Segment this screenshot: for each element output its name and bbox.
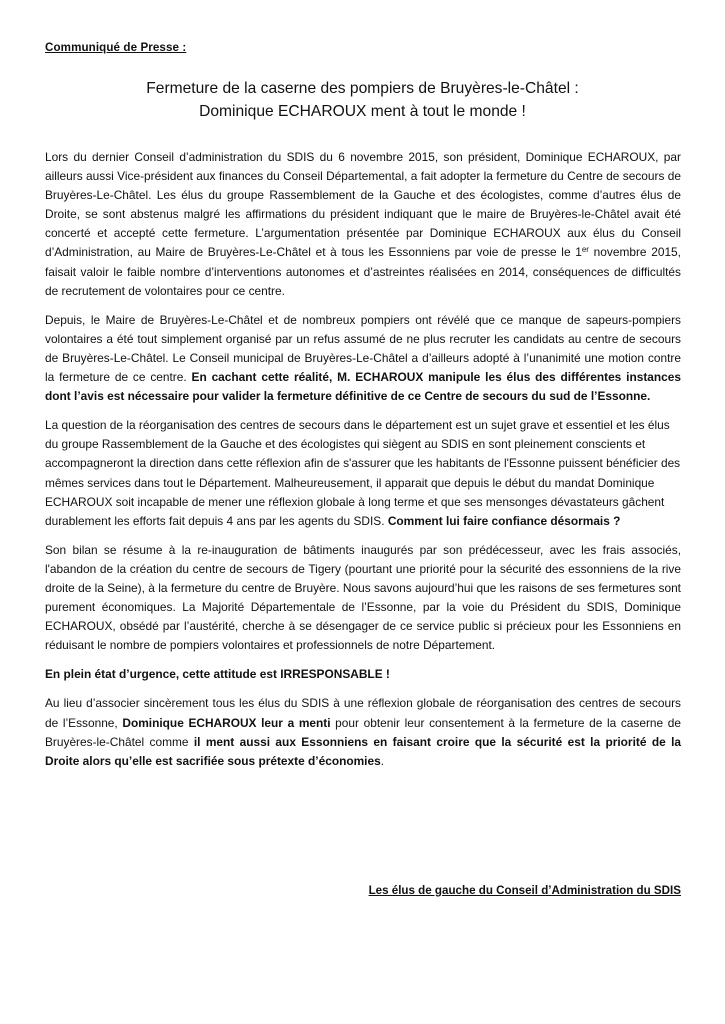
paragraph-2-bold: En cachant cette réalité, M. ECHAROUX manipule les élus des différentes instances dont l’avis est nécessaire pour valider la fermeture définitive de ce Centre de secours du sud de l’Essonne. [45,370,681,404]
paragraph-1 [45,148,681,301]
paragraph-3-text: La question de la réorganisation des centres de secours dans le département est un sujet grave et essentiel et les élus du groupe Rassemblement de la Gauche et des écologistes qui siègent au SDIS en sont pleinement conscients et accompagneront la direction dans cette réflexion afin de s'assurer que les habitants de l'Essonne puissent bénéficier des mêmes services dans tout le Département. Malheureusement, il apparait que depuis le début du mandat Dominique ECHAROUX soit incapable de mener une réflexion globale à long terme et que ses mensonges dévastateurs gâchent durablement les efforts fait depuis 4 ans par les agents du SDIS. [45,418,681,528]
paragraph-5 [45,665,681,684]
paragraph-6-text-d: . [380,753,385,768]
paragraph-6-bold-2: il ment aussi aux Essonniens en faisant croire que la sécurité est la priorité de la Droite alors qu’elle est sacrifiée sous prétexte d’économies [45,734,681,768]
paragraph-1-text-b: novembre 2015, faisait valoir le faible nombre d’interventions autonomes et d’astreintes réalisées en 2014, conséquences de difficultés de recrutement de volontaires pour ce centre. [45,245,681,298]
paragraph-1-text-a: Lors du dernier Conseil d’administration du SDIS du 6 novembre 2015, son président, Dominique ECHAROUX, par ailleurs aussi Vice-président aux finances du Conseil Départemental, a fait adopter la fermeture du Centre de secours de Bruyères-Le-Châtel. Les élus du groupe Rassemblement de la Gauche et des écologistes, comme d’autres élus de Droite, se sont abstenus malgré les affirmations du président indiquant que le maire de Bruyères-le-Châtel avait été concerté et accepté cette fermeture. L’argumentation présentée par Dominique ECHAROUX aux élus du Conseil d’Administration, au Maire de Bruyères-Le-Châtel et à tous les Essonniens par voie de presse le 1 [45,150,681,260]
paragraph-4: Son bilan se résume à la re-inauguration de bâtiments inaugurés par son prédécesseur, avec les frais associés, l'abandon de la création du centre de secours de Tigery (pourtant une priorité pour la sécurité des essonniens de la rive droite de la Seine), à la fermeture du centre de Bruyère. Nous savons aujourd’hui que les raisons de ses fermetures sont purement économiques. La Majorité Départementale de l’Essonne, par la voie du Président du SDIS, Dominique ECHAROUX, obsédé par l’austérité, cherche à se désengager de ce service public si précieux pour les Essonniens en réduisant le nombre de pompiers volontaires et professionnels de notre Département. [45,542,681,653]
paragraph-3-bold: Comment lui faire confiance désormais ? [387,513,621,528]
paragraph-2-text: Depuis, le Maire de Bruyères-Le-Châtel et de nombreux pompiers ont révélé que ce manque de sapeurs-pompiers volontaires a été tout simplement organisé par un refus assumé de ne plus recruter les candidats au centre de secours de Bruyères-Le-Châtel. Le Conseil municipal de Bruyères-Le-Châtel a d’ailleurs adopté à l’unanimité une motion contre la fermeture de ce centre. [45,312,681,385]
signature: Les élus de gauche du Conseil d’Administration du SDIS [368,884,681,897]
paragraph-6-bold-1: Dominique ECHAROUX leur a menti [122,715,331,730]
title-line-2: Dominique ECHAROUX ment à tout le monde ! [199,103,526,120]
paragraph-6-text-c: pour obtenir leur consentement à la fermeture de la caserne de Bruyères-le-Châtel comme [45,715,682,749]
document-body [45,148,681,781]
title-line-1: Fermeture de la caserne des pompiers de Bruyères-le-Châtel : [146,80,579,97]
paragraph-6 [45,694,681,770]
paragraph-3 [45,416,681,531]
ordinal-superscript: er [581,245,589,255]
paragraph-2 [45,311,681,406]
document-label: Communiqué de Presse : [45,41,187,54]
paragraph-5-bold: En plein état d’urgence, cette attitude est IRRESPONSABLE ! [45,667,390,682]
document-title [40,77,685,123]
paragraph-6-text-a: Au lieu d’associer sincèrement tous les élus du SDIS à une réflexion globale de réorganisation des centres de secours de l’Essonne, [45,696,681,730]
